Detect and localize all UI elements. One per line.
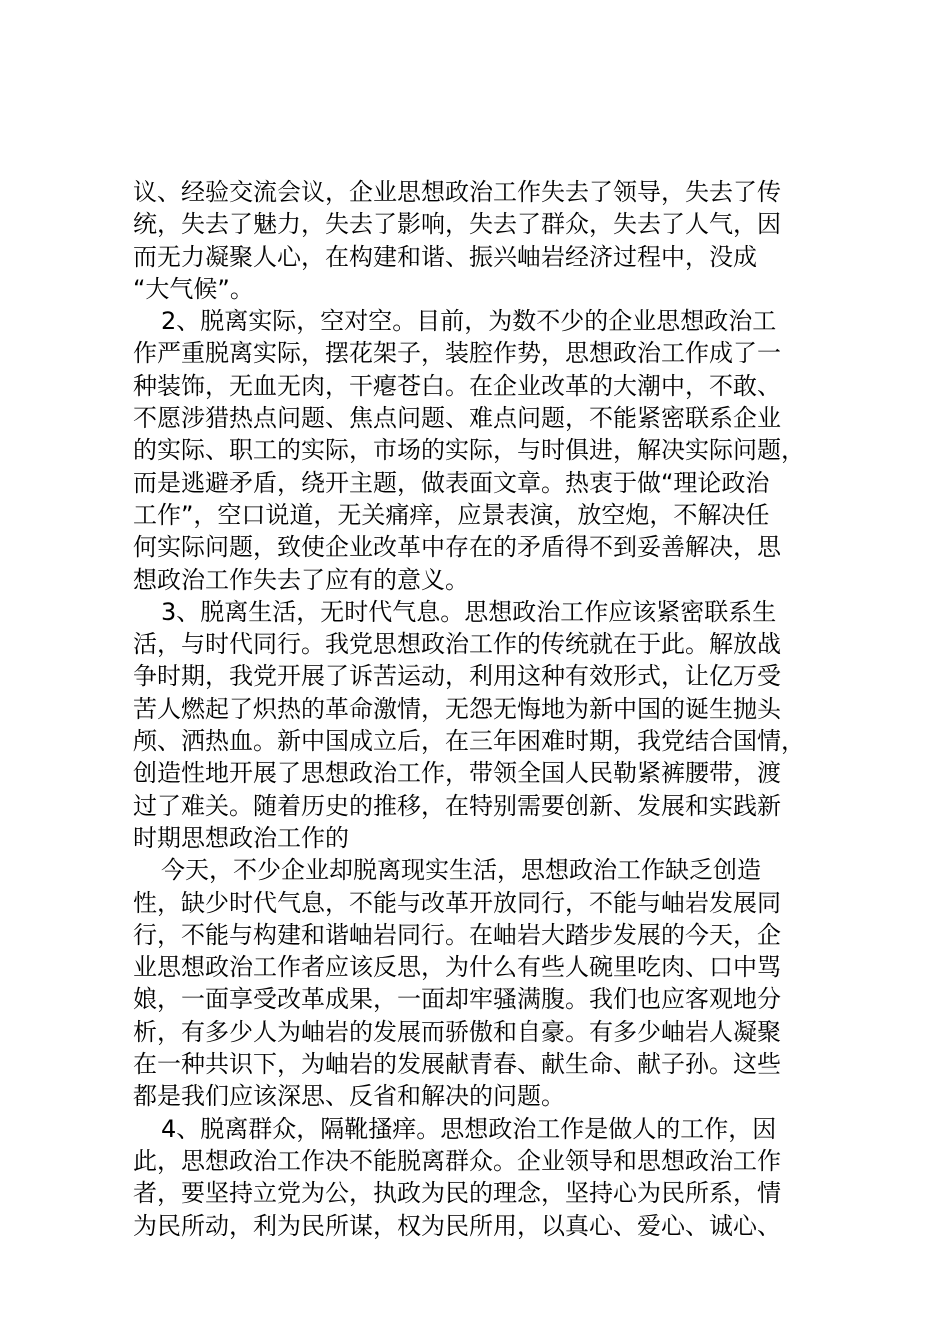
text-line: 析，有多少人为岫岩的发展而骄傲和自豪。有多少岫岩人凝聚 <box>133 1017 781 1046</box>
text-line: 争时期，我党开展了诉苦运动，利用这种有效形式，让亿万受 <box>133 662 781 691</box>
text-line: 活，与时代同行。我党思想政治工作的传统就在于此。解放战 <box>133 630 781 659</box>
text-line: 工作”，空口说道，无关痛痒，应景表演，放空炮，不解决任 <box>133 500 770 529</box>
text-line: 作严重脱离实际，摆花架子，装腔作势，思想政治工作成了一 <box>133 339 781 368</box>
text-line: 性，缺少时代气息，不能与改革开放同行，不能与岫岩发展同 <box>133 888 781 917</box>
text-line: 何实际问题，致使企业改革中存在的矛盾得不到妥善解决，思 <box>133 533 781 562</box>
text-line: 想政治工作失去了应有的意义。 <box>133 565 469 594</box>
text-line: 娘，一面享受改革成果，一面却牢骚满腹。我们也应客观地分 <box>133 985 781 1014</box>
text-line: 统，失去了魅力，失去了影响，失去了群众，失去了人气，因 <box>133 210 781 239</box>
text-line: 在一种共识下，为岫岩的发展献青春、献生命、献子孙。这些 <box>133 1050 781 1079</box>
text-line: 议、经验交流会议，企业思想政治工作失去了领导，失去了传 <box>133 178 781 206</box>
text-line: 为民所动，利为民所谋，权为民所用，以真心、爱心、诚心、 <box>133 1211 781 1240</box>
text-line: 不愿涉猎热点问题、焦点问题、难点问题，不能紧密联系企业 <box>133 404 781 433</box>
paragraph-start-line: 3、脱离生活，无时代气息。思想政治工作应该紧密联系生 <box>161 597 777 626</box>
paragraph-start-line: 2、脱离实际，空对空。目前，为数不少的企业思想政治工 <box>161 307 777 336</box>
text-line: 时期思想政治工作的 <box>133 823 349 852</box>
text-line: 而无力凝聚人心，在构建和谐、振兴岫岩经济过程中，没成 <box>133 242 757 271</box>
paragraph-start-line: 今天，不少企业却脱离现实生活，思想政治工作缺乏创造 <box>161 856 761 885</box>
text-line: 苦人燃起了炽热的革命激情，无怨无悔地为新中国的诞生抛头 <box>133 694 781 723</box>
text-line: 创造性地开展了思想政治工作，带领全国人民勒紧裤腰带，渡 <box>133 759 781 788</box>
text-line: “大气候”。 <box>133 274 254 303</box>
text-line: 业思想政治工作者应该反思，为什么有些人碗里吃肉、口中骂 <box>133 953 781 982</box>
text-line: 此，思想政治工作决不能脱离群众。企业领导和思想政治工作 <box>133 1146 781 1175</box>
text-line: 都是我们应该深思、反省和解决的问题。 <box>133 1082 565 1111</box>
text-line: 种装饰，无血无肉，干瘪苍白。在企业改革的大潮中，不敢、 <box>133 371 781 400</box>
text-line: 行，不能与构建和谐岫岩同行。在岫岩大踏步发展的今天，企 <box>133 920 781 949</box>
text-line: 而是逃避矛盾，绕开主题，做表面文章。热衷于做“理论政治 <box>133 468 770 497</box>
paragraph-start-line: 4、脱离群众，隔靴搔痒。思想政治工作是做人的工作，因 <box>161 1114 777 1143</box>
text-line: 者，要坚持立党为公，执政为民的理念，坚持心为民所系，情 <box>133 1179 781 1208</box>
text-line: 的实际、职工的实际，市场的实际，与时俱进，解决实际问题， <box>133 436 805 465</box>
text-line: 过了难关。随着历史的推移，在特别需要创新、发展和实践新 <box>133 791 781 820</box>
text-line: 颅、洒热血。新中国成立后，在三年困难时期，我党结合国情， <box>133 727 805 756</box>
body-text <box>133 176 843 1242</box>
